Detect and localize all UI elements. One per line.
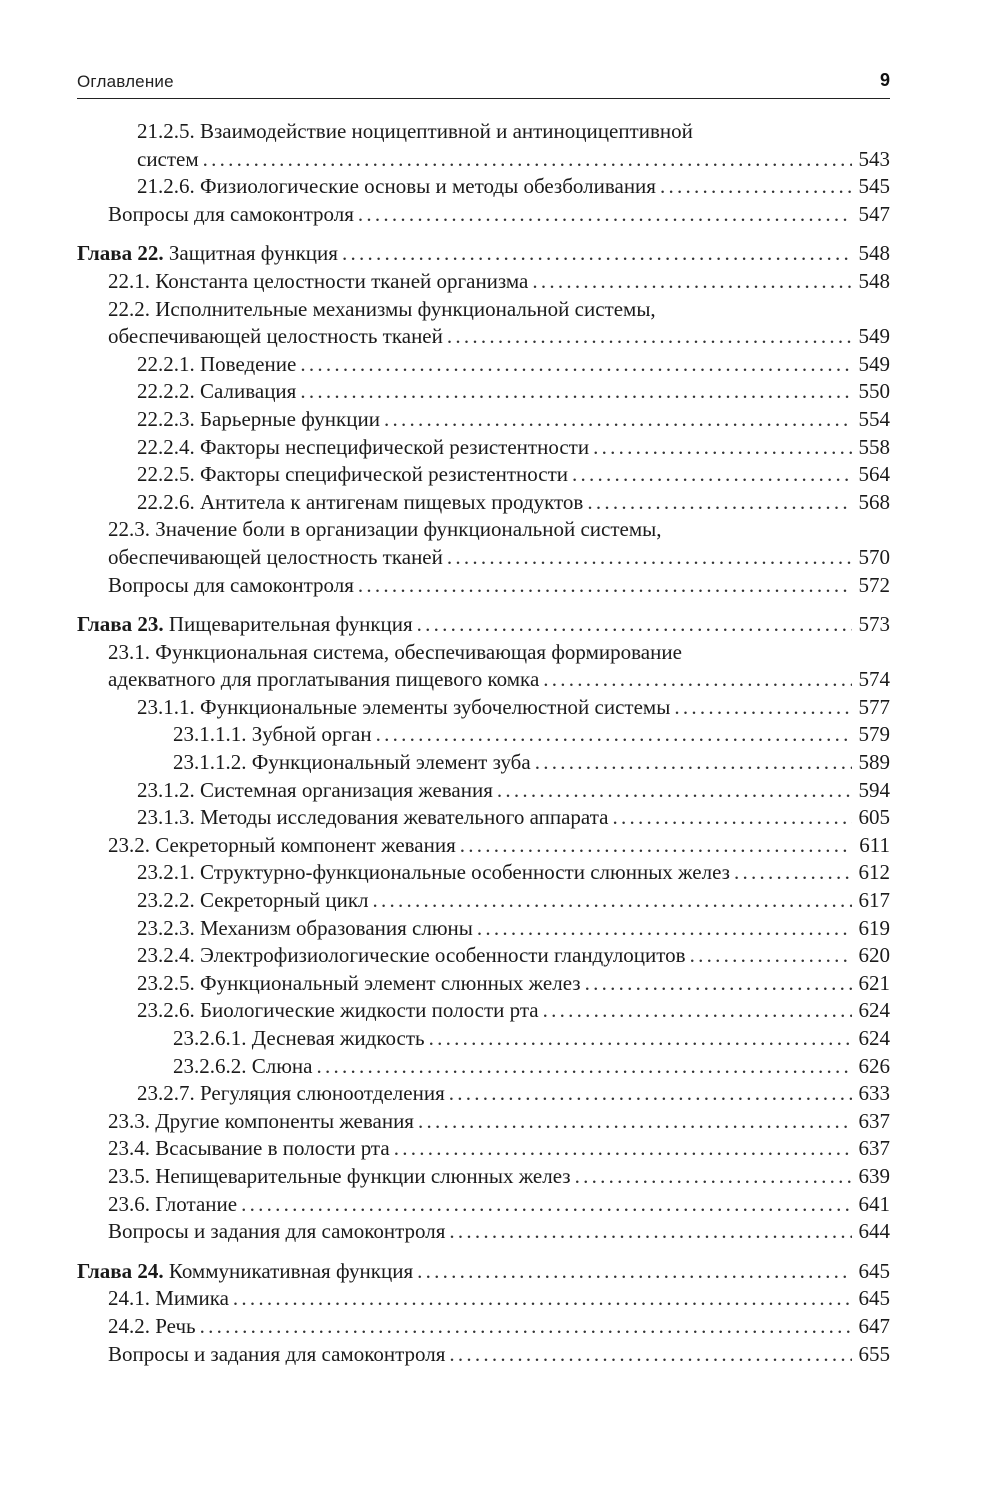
toc-page-number: 570 <box>858 544 890 569</box>
dot-leader <box>535 749 852 777</box>
toc-entry[interactable] <box>77 268 890 296</box>
toc-page-number: 577 <box>858 694 890 719</box>
toc-entry-title: 23.2.6. Биологические жидкости полости рта <box>137 998 539 1023</box>
toc-entry-line <box>77 118 890 146</box>
toc-group-ch23 <box>77 611 890 1246</box>
chapter-title: Защитная функция <box>168 241 338 266</box>
running-head <box>77 72 890 99</box>
dot-leader <box>358 201 852 229</box>
toc-entry-title: 23.2.7. Регуляция слюноотделения <box>137 1081 445 1106</box>
toc-page-number: 655 <box>858 1341 890 1366</box>
dot-leader <box>417 611 852 639</box>
dot-leader <box>358 572 852 600</box>
running-title: Оглавление <box>77 72 174 91</box>
dot-leader <box>585 970 852 998</box>
toc-entry-title: 22.2.6. Антитела к антигенам пищевых продуктов <box>137 489 584 514</box>
toc-entry-title: 22.1. Константа целостности тканей организма <box>108 268 529 293</box>
toc-entry-title: систем <box>137 146 199 171</box>
toc-entry[interactable] <box>77 461 890 489</box>
dot-leader <box>690 942 852 970</box>
dot-leader <box>449 1218 852 1246</box>
toc-page-number: 548 <box>858 241 890 266</box>
table-of-contents <box>77 118 890 1380</box>
toc-page-number: 612 <box>858 860 890 885</box>
toc-entry-title: 23.1.1. Функциональные элементы зубочелюстной системы <box>137 694 671 719</box>
dot-leader <box>575 1163 852 1191</box>
toc-entry[interactable] <box>77 1341 890 1369</box>
toc-group-ch21 <box>77 118 890 228</box>
toc-page-number: 579 <box>858 722 890 747</box>
toc-entry[interactable] <box>77 1191 890 1219</box>
toc-entry[interactable] <box>77 544 890 572</box>
toc-entry[interactable] <box>77 942 890 970</box>
toc-page-number: 548 <box>858 268 890 293</box>
toc-entry[interactable] <box>77 915 890 943</box>
toc-entry-title: 23.2.1. Структурно-функциональные особенности слюнных желез <box>137 860 730 885</box>
toc-entry-title: 22.2.1. Поведение <box>137 351 297 376</box>
dot-leader <box>373 887 852 915</box>
toc-entry-line <box>77 516 890 544</box>
toc-entry[interactable] <box>77 1080 890 1108</box>
toc-entry-title: Вопросы для самоконтроля <box>108 201 354 226</box>
toc-entry-title: 22.2.2. Саливация <box>137 379 297 404</box>
toc-page-number: 550 <box>858 379 890 404</box>
dot-leader <box>460 832 852 860</box>
dot-leader <box>447 323 852 351</box>
dot-leader <box>376 721 852 749</box>
dot-leader <box>418 1108 852 1136</box>
toc-page-number: 554 <box>858 406 890 431</box>
toc-entry-title: адекватного для проглатывания пищевого комка <box>108 667 540 692</box>
toc-entry[interactable] <box>77 887 890 915</box>
toc-entry[interactable] <box>77 721 890 749</box>
page-number: 9 <box>879 70 890 90</box>
toc-page-number: 549 <box>858 351 890 376</box>
toc-entry[interactable] <box>77 434 890 462</box>
toc-entry-title: 23.2.3. Механизм образования слюны <box>137 915 473 940</box>
toc-entry-title: 22.3. Значение боли в организации функциональной системы, <box>108 517 662 542</box>
toc-page-number: 637 <box>858 1136 890 1161</box>
dot-leader <box>384 406 852 434</box>
toc-entry-title: обеспечивающей целостность тканей <box>108 324 443 349</box>
toc-page-number: 543 <box>858 146 890 171</box>
toc-entry-title: 22.2.4. Факторы неспецифической резистентности <box>137 434 590 459</box>
dot-leader <box>300 351 852 379</box>
toc-entry[interactable] <box>77 146 890 174</box>
toc-page-number: 547 <box>858 201 890 226</box>
toc-page-number: 641 <box>858 1191 890 1216</box>
toc-entry[interactable] <box>77 1053 890 1081</box>
chapter-label: Глава 22. <box>77 241 164 266</box>
chapter-label: Глава 23. <box>77 612 164 637</box>
toc-page-number: 617 <box>858 888 890 913</box>
toc-entry-title: 23.2.5. Функциональный элемент слюнных желез <box>137 970 581 995</box>
toc-page-number: 572 <box>858 572 890 597</box>
toc-entry-title: 23.1. Функциональная система, обеспечивающая формирование <box>108 639 682 664</box>
toc-entry[interactable] <box>77 666 890 694</box>
dot-leader <box>316 1053 852 1081</box>
toc-chapter-heading <box>77 611 413 639</box>
dot-leader <box>449 1341 852 1369</box>
toc-page-number: 637 <box>858 1108 890 1133</box>
toc-entry[interactable] <box>77 804 890 832</box>
toc-chapter-entry[interactable] <box>77 240 890 268</box>
toc-page-number: 605 <box>858 805 890 830</box>
dot-leader <box>449 1080 852 1108</box>
toc-page-number: 545 <box>858 174 890 199</box>
chapter-title: Коммуникативная функция <box>168 1258 414 1283</box>
toc-entry[interactable] <box>77 378 890 406</box>
toc-entry[interactable] <box>77 1025 890 1053</box>
toc-page-number: 574 <box>858 667 890 692</box>
dot-leader <box>497 777 852 805</box>
dot-leader <box>447 544 852 572</box>
toc-chapter-entry[interactable] <box>77 611 890 639</box>
dot-leader <box>674 694 852 722</box>
toc-group-ch24 <box>77 1258 890 1368</box>
toc-entry[interactable] <box>77 406 890 434</box>
toc-entry[interactable] <box>77 351 890 379</box>
toc-entry-title: 23.2.4. Электрофизиологические особенности гландулоцитов <box>137 943 686 968</box>
toc-entry[interactable] <box>77 777 890 805</box>
toc-entry-title: 23.5. Непищеварительные функции слюнных желез <box>108 1163 571 1188</box>
dot-leader <box>429 1025 852 1053</box>
toc-entry[interactable] <box>77 832 890 860</box>
toc-entry-title: 22.2.5. Факторы специфической резистентности <box>137 462 568 487</box>
dot-leader <box>203 146 852 174</box>
toc-entry-title: обеспечивающей целостность тканей <box>108 544 443 569</box>
toc-entry-title: 23.1.1.2. Функциональный элемент зуба <box>173 750 531 775</box>
toc-entry[interactable] <box>77 1218 890 1246</box>
dot-leader <box>477 915 852 943</box>
toc-entry-title: 23.1.1.1. Зубной орган <box>173 722 372 747</box>
toc-group-ch22 <box>77 240 890 599</box>
toc-entry-title: Вопросы и задания для самоконтроля <box>108 1341 446 1366</box>
toc-entry-title: 23.1.2. Системная организация жевания <box>137 777 493 802</box>
toc-entry-title: 23.2.6.1. Десневая жидкость <box>173 1026 425 1050</box>
toc-page-number: 568 <box>858 489 890 514</box>
chapter-label: Глава 24. <box>77 1258 164 1283</box>
toc-page-number: 633 <box>858 1081 890 1106</box>
toc-entry-line <box>77 639 890 667</box>
toc-entry-title: 24.2. Речь <box>108 1313 196 1338</box>
toc-entry[interactable] <box>77 1108 890 1136</box>
toc-entry[interactable] <box>77 749 890 777</box>
toc-page-number: 558 <box>858 434 890 459</box>
dot-leader <box>241 1191 852 1219</box>
toc-chapter-heading <box>77 1258 413 1286</box>
toc-entry[interactable] <box>77 970 890 998</box>
toc-entry-title: 21.2.5. Взаимодействие ноцицептивной и антиноцицептивной <box>137 119 693 143</box>
toc-page-number: 645 <box>858 1258 890 1283</box>
toc-entry[interactable] <box>77 859 890 887</box>
toc-page-number: 619 <box>858 915 890 940</box>
toc-entry[interactable] <box>77 323 890 351</box>
dot-leader <box>660 173 852 201</box>
toc-chapter-entry[interactable] <box>77 1258 890 1286</box>
toc-entry[interactable] <box>77 1135 890 1163</box>
toc-page-number: 626 <box>858 1053 890 1078</box>
toc-entry[interactable] <box>77 173 890 201</box>
toc-entry-title: 23.2.6.2. Слюна <box>173 1053 313 1078</box>
dot-leader <box>543 997 852 1025</box>
toc-page-number: 573 <box>858 612 890 637</box>
toc-page-number: 647 <box>858 1313 890 1338</box>
toc-page-number: 621 <box>858 970 890 995</box>
toc-entry-title: 23.6. Глотание <box>108 1191 238 1216</box>
dot-leader <box>417 1258 852 1286</box>
toc-entry[interactable] <box>77 694 890 722</box>
toc-entry-title: Вопросы для самоконтроля <box>108 572 354 597</box>
dot-leader <box>532 268 852 296</box>
toc-entry[interactable] <box>77 201 890 229</box>
dot-leader <box>612 804 852 832</box>
dot-leader <box>543 666 852 694</box>
toc-entry-title: 23.3. Другие компоненты жевания <box>108 1108 414 1133</box>
dot-leader <box>572 461 852 489</box>
dot-leader <box>394 1135 852 1163</box>
toc-entry[interactable] <box>77 1285 890 1313</box>
toc-page-number: 624 <box>858 1026 890 1050</box>
toc-entry[interactable] <box>77 997 890 1025</box>
dot-leader <box>593 434 852 462</box>
toc-page-number: 644 <box>858 1219 890 1244</box>
toc-entry-title: 21.2.6. Физиологические основы и методы обезболивания <box>137 174 656 199</box>
toc-entry[interactable] <box>77 489 890 517</box>
toc-page-number: 549 <box>858 324 890 349</box>
toc-page-number: 645 <box>858 1286 890 1311</box>
dot-leader <box>200 1313 852 1341</box>
toc-entry-title: 24.1. Мимика <box>108 1286 229 1311</box>
dot-leader <box>300 378 852 406</box>
toc-entry[interactable] <box>77 1163 890 1191</box>
toc-entry-title: 22.2. Исполнительные механизмы функциональной системы, <box>108 296 656 321</box>
chapter-title: Пищеварительная функция <box>168 612 413 637</box>
toc-entry-title: Вопросы и задания для самоконтроля <box>108 1219 446 1244</box>
toc-entry-line <box>77 296 890 324</box>
toc-page-number: 639 <box>858 1163 890 1188</box>
toc-page-number: 620 <box>858 943 890 968</box>
dot-leader <box>342 240 852 268</box>
dot-leader <box>734 859 852 887</box>
toc-page-number: 594 <box>858 777 890 802</box>
toc-entry-title: 23.2.2. Секреторный цикл <box>137 888 369 913</box>
toc-page-number: 611 <box>859 832 890 857</box>
toc-chapter-heading <box>77 240 338 268</box>
toc-page-number: 564 <box>858 462 890 487</box>
toc-entry-title: 23.4. Всасывание в полости рта <box>108 1136 390 1161</box>
toc-entry[interactable] <box>77 572 890 600</box>
toc-entry-title: 23.2. Секреторный компонент жевания <box>108 832 456 857</box>
dot-leader <box>233 1285 852 1313</box>
toc-page-number: 589 <box>858 750 890 775</box>
toc-entry[interactable] <box>77 1313 890 1341</box>
toc-entry-title: 23.1.3. Методы исследования жевательного аппарата <box>137 805 609 830</box>
toc-page-number: 624 <box>858 998 890 1023</box>
dot-leader <box>587 489 852 517</box>
toc-entry-title: 22.2.3. Барьерные функции <box>137 406 380 431</box>
